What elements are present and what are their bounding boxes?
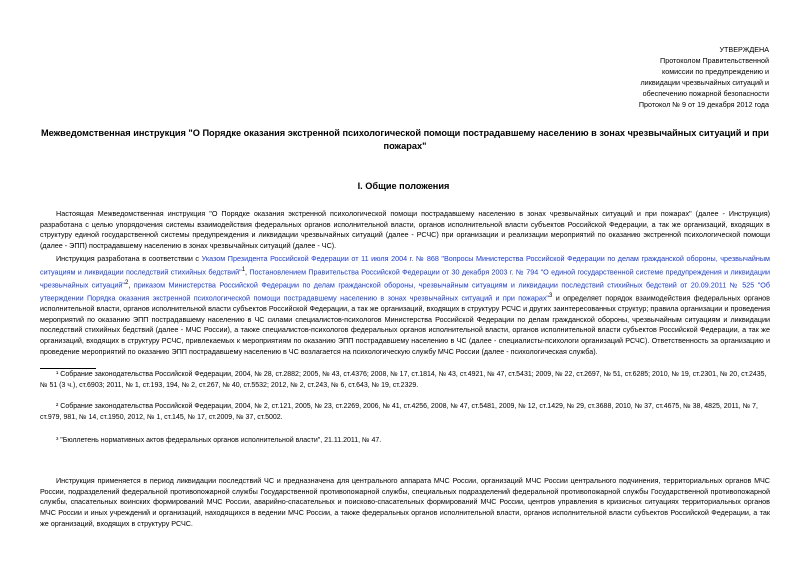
footnote-ref[interactable]: 1 (241, 266, 246, 273)
paragraph-text (40, 254, 770, 358)
text-run: , (245, 267, 250, 277)
text-run: , (128, 280, 134, 290)
paragraph-purpose (40, 209, 770, 252)
footnote-2: ² Собрание законодательства Российской Федерации, 2004, № 2, ст.121, 2005, № 23, ст.2269, 2006, № 41, ст.4256, 2008, № 47, ст.5481, 2009, № 12, ст.1429, № 29, ст.3688, 2010, № 37, ст.4675, № 38, 4825, 2011, № 7, ст.979, 981, № 14, ст.1950, 2012, № 1, ст.145, № 17, ст.2009, № 37, ст.5002. (40, 403, 758, 421)
decree-link[interactable]: Указом Президента Российской Федерации от 11 июля 2004 г. № 868 "Вопросы Министерства Российской Федерации по делам гражданской обороны, чрезвычайным ситуациям и ликвидации последствий стихийных бедствий" (40, 254, 770, 277)
approval-block (549, 44, 769, 110)
footnote-ref[interactable]: 2 (125, 279, 129, 286)
approval-line: обеспечению пожарной безопасности (642, 89, 769, 98)
order-link[interactable]: приказом Министерства Российской Федерации по делам гражданской обороны, чрезвычайным ситуациям и ликвидации последствий стихийных бедствий от 20.09.2011 № 525 "Об утверждении Порядка оказания экстренной психологической помощи пострадавшему населению в зонах чрезвычайных ситуаций и при пожарах" (40, 280, 770, 303)
text-run: и определяет порядок взаимодействия федеральных органов исполнительной власти, органов исполнительной власти субъектов Российской Федерации, а так же организаций, входящих в структуру РСЧС и других заинтересованных структур; правила организации и проведения мероприятий по оказанию ЭПП пострадавшему населению в ЧС силами специалистов-психологов Министерства Российской Федерации по делам гражданской обороны, чрезвычайным ситуациям и ликвидации последствий стихийных бедствий (далее - МЧС России), а также специалистов-психологов федеральных органов исполнительной власти, органов исполнительной власти субъектов Российской Федерации, а так же организаций, входящих в структуру РСЧС, привлекаемых к мероприятиям по оказанию ЭПП пострадавшему населению в ЧС (далее - специалисты-психологи организаций РСЧС). Ответственность за организацию и проведение мероприятий по оказанию ЭПП пострадавшему населению в ЧС возлагается на психологическую службу МЧС России (далее - психологическая служба). (40, 293, 770, 356)
paragraph-scope (40, 476, 770, 530)
footnote-3: ³ "Бюллетень нормативных актов федеральных органов исполнительной власти", 21.11.2011, № 47. (56, 437, 382, 444)
approval-line: УТВЕРЖДЕНА (719, 45, 769, 54)
resolution-link[interactable]: Постановлением Правительства Российской Федерации от 30 декабря 2003 г. № 794 "О единой государственной системе предупреждения и ликвидации чрезвычайных ситуаций" (40, 267, 770, 290)
approval-line: Протокол № 9 от 19 декабря 2012 года (638, 100, 769, 109)
paragraph-text: Инструкция применяется в период ликвидации последствий ЧС и предназначена для центрального аппарата МЧС России, организаций МЧС России центрального подчинения, территориальных органов МЧС России, подразделений федеральной противопожарной службы Государственной противопожарной службы, специальных подразделений федеральной противопожарной службы Государственной противопожарной службы, спасательных воинских формирований МЧС России, аварийно-спасательных и поисково-спасательных формирований МЧС России, центров управления в кризисных ситуациях территориальных органов МЧС России и иных учреждений и организаций, находящихся в ведении МЧС России, а также федеральных органов исполнительной власти, органов исполнительной власти субъектов Российской Федерации, а так же организаций, входящих в структуру РСЧС. (40, 476, 770, 528)
approval-line: комиссии по предупреждению и (662, 67, 769, 76)
footnote-divider (40, 368, 96, 369)
approval-line: ликвидации чрезвычайных ситуаций и (640, 78, 769, 87)
text-run: Инструкция разработана в соответствии с (56, 254, 202, 263)
paragraph-text: Настоящая Межведомственная инструкция "О Порядке оказания экстренной психологической помощи пострадавшему населению в зонах чрезвычайных ситуаций и при пожарах" (далее - Инструкция) разработана с целью упорядочения системы взаимодействия федеральных органов исполнительной власти, органов исполнительной власти субъектов Российской Федерации, а так же организаций, входящих в структуру единой государственной системы предупреждения и ликвидации чрезвычайных ситуаций (далее - РСЧС) при организации и реализации мероприятий по оказанию экстренной психологической помощи (далее - ЭПП) пострадавшему населению в зонах чрезвычайных ситуаций (далее - ЧС). (40, 209, 770, 251)
document-title: Межведомственная инструкция "О Порядке оказания экстренной психологической помощи пострадавшему населению в зонах чрезвычайных ситуаций и при пожарах" (41, 128, 769, 151)
paragraph-basis (40, 254, 770, 358)
footnote-1: ¹ Собрание законодательства Российской Федерации, 2004, № 28, ст.2882; 2005, № 43, ст.4376; 2008, № 17, ст.1814, № 43, ст.4921, № 47, ст.5431; 2009, № 22, ст.2697, № 51, ст.6285; 2010, № 19, ст.2301, № 20, ст.2435, № 51 (3 ч.), ст.6903; 2011, № 1, ст.193, 194, № 2, ст.267, № 40, ст.5532; 2012, № 2, ст.243, № 6, ст.643, № 19, ст.2329. (40, 371, 767, 389)
approval-line: Протоколом Правительственной (660, 56, 769, 65)
footnote-ref[interactable]: 3 (548, 292, 553, 299)
section-heading: I. Общие положения (357, 181, 450, 191)
